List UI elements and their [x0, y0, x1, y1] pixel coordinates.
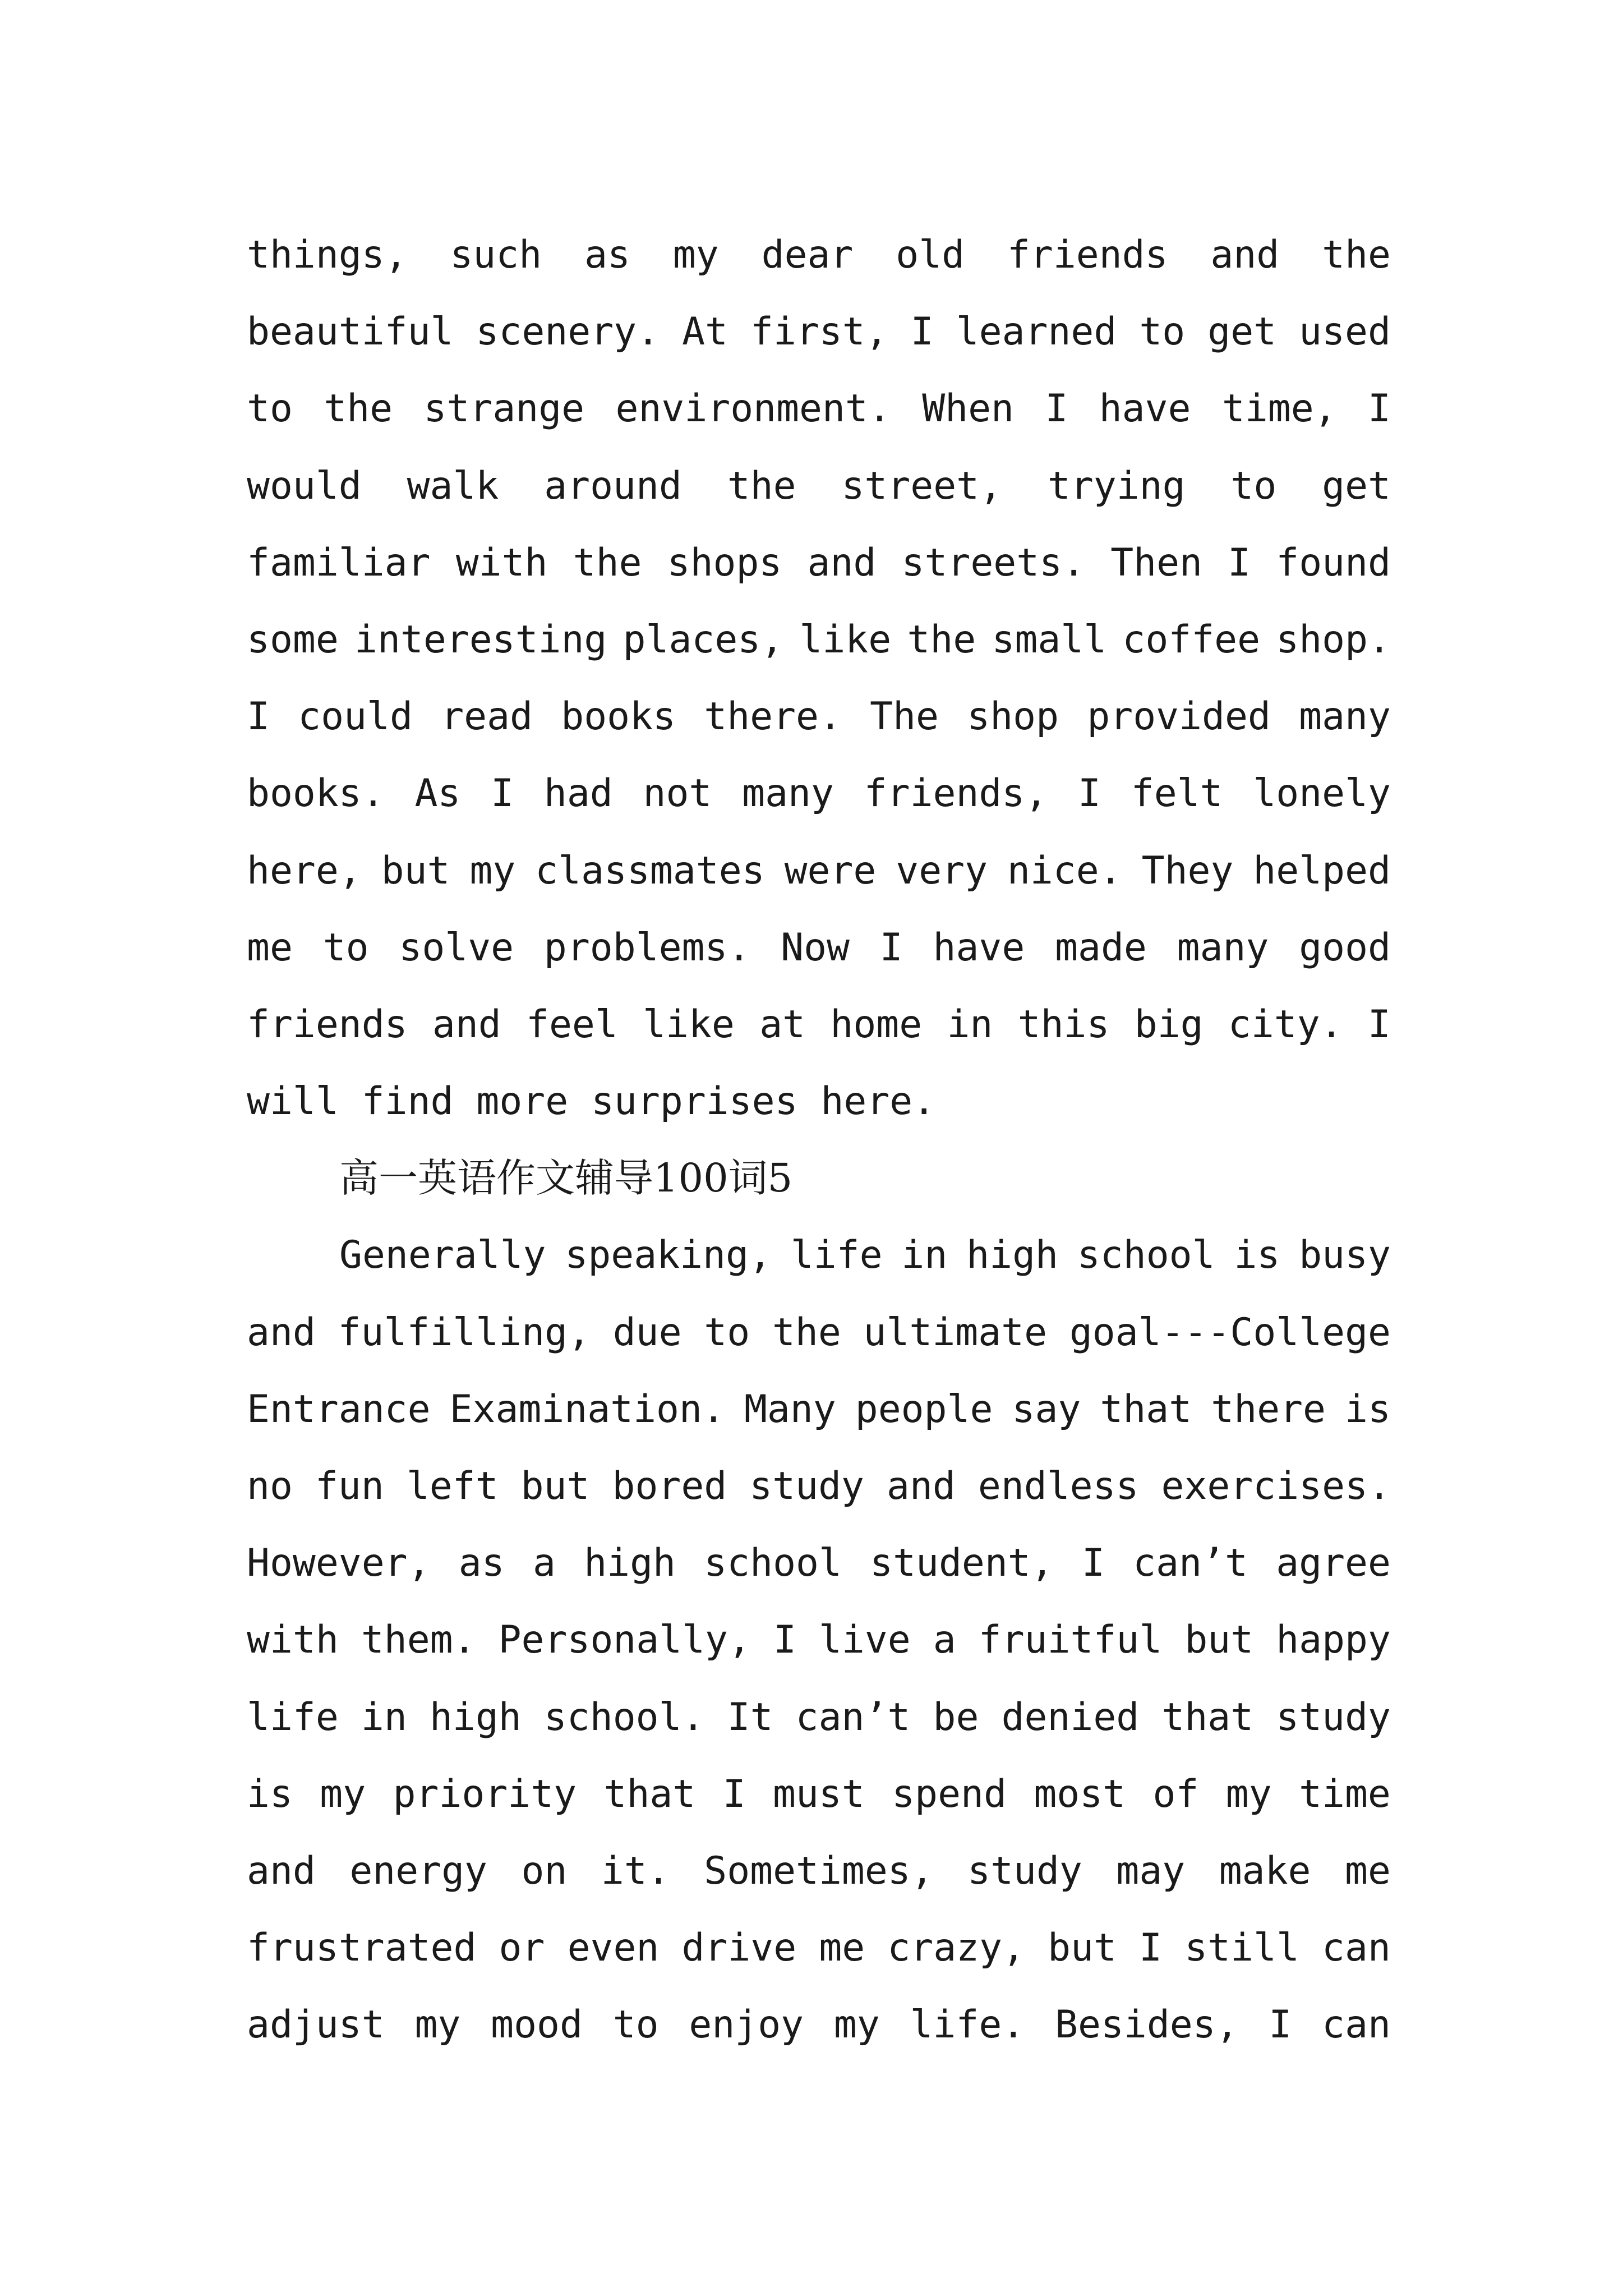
word: left	[406, 1464, 499, 1508]
word: say	[1012, 1387, 1081, 1432]
word: there.	[704, 694, 842, 739]
word: in	[901, 1233, 948, 1278]
word: crazy,	[887, 1926, 1025, 1971]
word: the	[772, 1310, 841, 1355]
word: busy	[1299, 1233, 1391, 1278]
word: that	[603, 1772, 696, 1816]
word: feel	[526, 1002, 618, 1047]
word: can	[1322, 1926, 1391, 1971]
word: study	[1276, 1695, 1391, 1740]
word: at	[759, 1002, 806, 1047]
word: on	[521, 1848, 568, 1893]
word: I	[1139, 1926, 1163, 1971]
word: good	[1299, 925, 1391, 970]
word: them.	[361, 1618, 476, 1663]
word: high	[429, 1695, 522, 1740]
word: the	[1322, 233, 1391, 277]
word: and	[807, 540, 877, 585]
word: life.	[910, 2003, 1025, 2047]
word: environment.	[615, 386, 891, 431]
word: of	[1152, 1772, 1199, 1816]
word: study	[967, 1848, 1082, 1893]
word: can’t	[1133, 1541, 1248, 1586]
word: could	[298, 694, 413, 739]
word: Personally,	[498, 1618, 751, 1663]
word: I	[1367, 1002, 1391, 1047]
word: still	[1184, 1926, 1299, 1971]
word: problems.	[543, 925, 751, 970]
word: life	[790, 1233, 883, 1278]
word: learned	[956, 310, 1117, 355]
word: high	[966, 1233, 1058, 1278]
word: would	[247, 463, 362, 508]
word: like	[799, 617, 892, 662]
word: is	[1345, 1387, 1391, 1432]
word: school.	[543, 1695, 705, 1740]
word: I	[910, 310, 934, 355]
word: When	[922, 386, 1014, 431]
text-line	[247, 755, 1391, 832]
word: Now	[781, 925, 850, 970]
word: drive	[681, 1926, 797, 1971]
text-line	[247, 1525, 1391, 1602]
word: time	[1299, 1772, 1391, 1816]
word: most	[1034, 1772, 1126, 1816]
word: city.	[1228, 1002, 1343, 1047]
word: fulfilling,	[338, 1310, 591, 1355]
text-line	[247, 370, 1391, 447]
word: I	[1269, 2003, 1292, 2047]
word: no	[247, 1464, 293, 1508]
word: adjust	[247, 2003, 385, 2047]
word: school	[1077, 1233, 1215, 1278]
word: lonely	[1253, 771, 1391, 816]
word: I	[773, 1618, 796, 1663]
word: the	[727, 463, 796, 508]
word: my	[672, 233, 719, 277]
word: old	[896, 233, 965, 277]
word: many	[1299, 694, 1391, 739]
word: is	[247, 1772, 293, 1816]
word: As	[414, 771, 461, 816]
word: had	[543, 771, 613, 816]
word: to	[1230, 463, 1277, 508]
word: and	[1210, 233, 1280, 277]
text-line	[247, 1063, 1391, 1140]
word: solve	[399, 925, 514, 970]
word: I	[1081, 1541, 1105, 1586]
word: agree	[1276, 1541, 1391, 1586]
word: the	[573, 540, 642, 585]
word: it.	[601, 1848, 670, 1893]
word: trying	[1047, 463, 1186, 508]
word: that	[1161, 1695, 1254, 1740]
word: may	[1116, 1848, 1186, 1893]
word: to	[704, 1310, 750, 1355]
word: ultimate	[863, 1310, 1048, 1355]
text-line	[247, 524, 1391, 601]
word: Examination.	[449, 1387, 725, 1432]
word: nice.	[1007, 848, 1122, 893]
word: coffee	[1122, 617, 1261, 662]
word: books.	[247, 771, 385, 816]
word: this	[1017, 1002, 1110, 1047]
word: friends	[247, 1002, 408, 1047]
document-body	[247, 217, 1391, 2064]
word: familiar	[247, 540, 431, 585]
word: They	[1141, 848, 1234, 893]
word: streets.	[901, 540, 1086, 585]
text-line	[247, 1986, 1391, 2063]
word: provided	[1087, 694, 1271, 739]
text-line	[247, 1448, 1391, 1525]
word: Many	[744, 1387, 836, 1432]
word: due	[612, 1310, 682, 1355]
word: However,	[247, 1541, 431, 1586]
word: things,	[247, 233, 408, 277]
word: my	[320, 1772, 366, 1816]
word: Sometimes,	[704, 1848, 934, 1893]
text-line	[247, 1217, 1391, 1294]
word: denied	[1001, 1695, 1140, 1740]
word: shops	[667, 540, 782, 585]
word: that	[1100, 1387, 1192, 1432]
word: I	[722, 1772, 746, 1816]
text-line	[247, 678, 1391, 755]
text-line	[247, 601, 1391, 678]
word: me	[819, 1926, 865, 1971]
word: used	[1299, 310, 1391, 355]
word: with	[455, 540, 548, 585]
word: bored	[612, 1464, 727, 1508]
word: but	[381, 848, 450, 893]
word: At	[682, 310, 728, 355]
section-heading: 高一英语作文辅导100词5	[339, 1155, 793, 1202]
text-line	[247, 832, 1391, 909]
word: to	[247, 386, 293, 431]
word: priority	[393, 1772, 577, 1816]
word: goal---College	[1069, 1310, 1391, 1355]
text-line	[247, 1679, 1391, 1756]
word: very	[896, 848, 988, 893]
word: books	[561, 694, 676, 739]
paragraph-2	[247, 1217, 1391, 2063]
word: and	[247, 1310, 316, 1355]
word: interesting	[354, 617, 607, 662]
word: small	[992, 617, 1107, 662]
word: my	[833, 2003, 880, 2047]
word: Besides,	[1055, 2003, 1239, 2047]
text-line	[247, 1910, 1391, 1986]
word: friends,	[864, 771, 1048, 816]
word: live	[818, 1618, 911, 1663]
text-line	[247, 986, 1391, 1063]
word: get	[1322, 463, 1391, 508]
word: to	[1139, 310, 1186, 355]
text-line	[247, 293, 1391, 370]
word: walk	[407, 463, 499, 508]
word: school	[704, 1541, 842, 1586]
word: energy	[349, 1848, 487, 1893]
word: beautiful	[247, 310, 454, 355]
word: shop	[967, 694, 1059, 739]
word: to	[322, 925, 369, 970]
word: but	[1184, 1618, 1254, 1663]
word: some	[247, 617, 339, 662]
word: classmates	[535, 848, 765, 893]
word: scenery.	[476, 310, 660, 355]
word: happy	[1276, 1618, 1391, 1663]
word: as	[458, 1541, 505, 1586]
text-line	[247, 1833, 1391, 1910]
word: get	[1207, 310, 1277, 355]
word: many	[1177, 925, 1269, 970]
word: with	[247, 1618, 339, 1663]
word: me	[1345, 1848, 1391, 1893]
word: high	[584, 1541, 676, 1586]
word: must	[773, 1772, 865, 1816]
word: speaking,	[565, 1233, 772, 1278]
word: big	[1134, 1002, 1204, 1047]
word: I	[1045, 386, 1068, 431]
word: dear	[761, 233, 854, 277]
word: found	[1276, 540, 1391, 585]
word: I	[879, 925, 903, 970]
word: student,	[870, 1541, 1054, 1586]
word: mood	[491, 2003, 583, 2047]
word: can’t	[795, 1695, 911, 1740]
text-line	[247, 1294, 1391, 1371]
word: felt	[1131, 771, 1223, 816]
word: spend	[892, 1772, 1007, 1816]
word: frustrated	[247, 1926, 477, 1971]
word: the	[907, 617, 976, 662]
word: first,	[750, 310, 888, 355]
text-line	[247, 909, 1391, 986]
word: helped	[1253, 848, 1391, 893]
word: friends	[1007, 233, 1168, 277]
word: here,	[247, 848, 362, 893]
word: made	[1055, 925, 1147, 970]
word: can	[1322, 2003, 1391, 2047]
word: around	[544, 463, 682, 508]
word: fun	[315, 1464, 384, 1508]
word: not	[643, 771, 712, 816]
word: and	[432, 1002, 501, 1047]
word: but	[520, 1464, 590, 1508]
word: have	[933, 925, 1025, 970]
word: I	[491, 771, 514, 816]
word: even	[567, 1926, 660, 1971]
word: shop.	[1276, 617, 1391, 662]
word: I	[247, 694, 270, 739]
word: endless	[978, 1464, 1139, 1508]
word: I	[1368, 386, 1391, 431]
text-line	[247, 217, 1391, 293]
word: the	[324, 386, 393, 431]
word: a	[933, 1618, 956, 1663]
word: enjoy	[689, 2003, 804, 2047]
word: like	[643, 1002, 735, 1047]
word: Generally	[339, 1233, 546, 1278]
word: or	[499, 1926, 545, 1971]
word: The	[870, 694, 939, 739]
word: were	[784, 848, 877, 893]
word: exercises.	[1161, 1464, 1391, 1508]
word: street,	[841, 463, 1003, 508]
word: me	[247, 925, 293, 970]
text-line	[247, 1371, 1391, 1448]
paragraph-1	[247, 217, 1391, 1140]
word: but	[1048, 1926, 1117, 1971]
word: Entrance	[247, 1387, 431, 1432]
word: home	[830, 1002, 923, 1047]
word: make	[1219, 1848, 1311, 1893]
word: strange	[423, 386, 585, 431]
word: my	[1225, 1772, 1272, 1816]
word: people	[855, 1387, 993, 1432]
word: and	[887, 1464, 956, 1508]
word: in	[361, 1695, 407, 1740]
word: is	[1234, 1233, 1280, 1278]
word: read	[441, 694, 533, 739]
word: my	[414, 2003, 461, 2047]
word: fruitful	[978, 1618, 1163, 1663]
text-line	[247, 1602, 1391, 1678]
word: places,	[623, 617, 784, 662]
word: time,	[1221, 386, 1337, 431]
word: life	[247, 1695, 339, 1740]
word: and	[247, 1848, 316, 1893]
word: study	[749, 1464, 864, 1508]
word: Then	[1110, 540, 1202, 585]
word: I	[1228, 540, 1251, 585]
word: such	[450, 233, 542, 277]
word: there	[1211, 1387, 1326, 1432]
word: to	[612, 2003, 659, 2047]
word: It	[727, 1695, 773, 1740]
text-line	[247, 448, 1391, 524]
word: be	[933, 1695, 979, 1740]
word: in	[947, 1002, 993, 1047]
word: my	[469, 848, 516, 893]
word: a	[532, 1541, 556, 1586]
word: will find more surprises here.	[247, 1079, 936, 1124]
text-line	[247, 1756, 1391, 1833]
word: as	[584, 233, 630, 277]
word: I	[1078, 771, 1101, 816]
word: have	[1099, 386, 1191, 431]
word: many	[742, 771, 834, 816]
